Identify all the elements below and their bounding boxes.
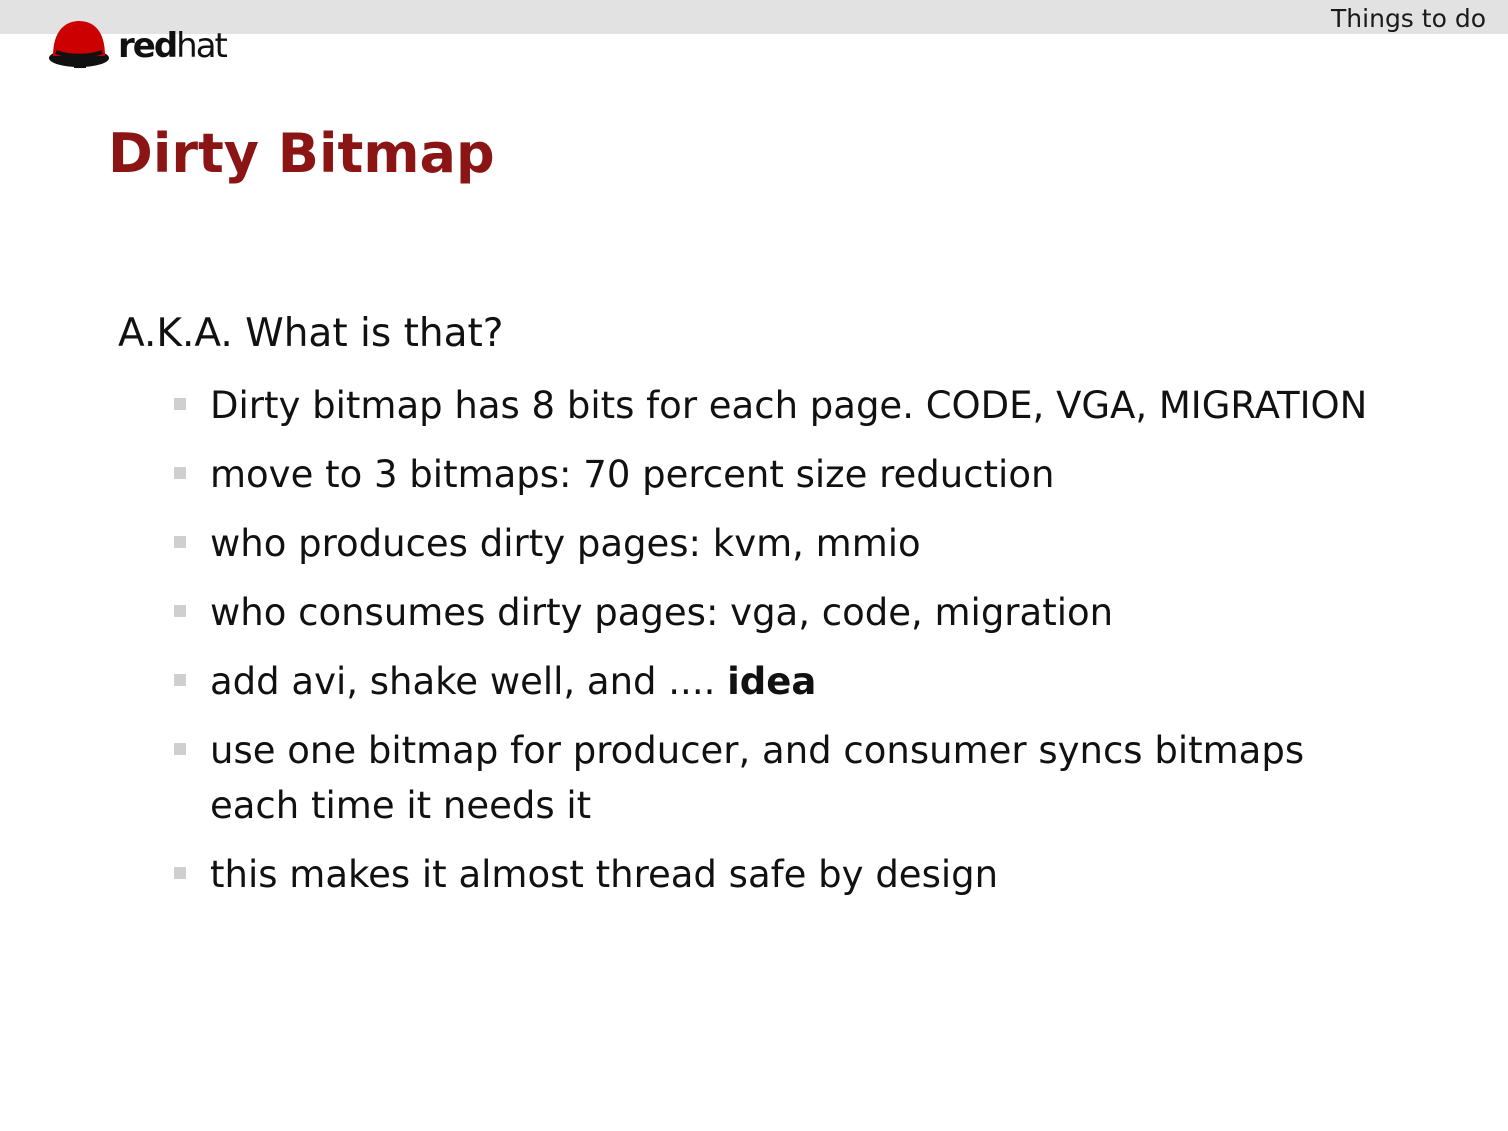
redhat-logo (48, 16, 226, 72)
bullet-list (210, 378, 1370, 916)
lead-text: A.K.A. What is that? (118, 311, 504, 356)
bullet-text: add avi, shake well, and .... (210, 660, 716, 703)
bullet-item (210, 516, 1370, 571)
bullet-marker (174, 743, 186, 755)
bullet-emphasis: idea (727, 660, 817, 703)
bullet-item (210, 654, 1370, 709)
slide-title: Dirty Bitmap (108, 122, 495, 185)
bullet-item (210, 585, 1370, 640)
top-bar (0, 0, 1508, 34)
bullet-marker (174, 674, 186, 686)
section-title: Things to do (1331, 4, 1486, 33)
bullet-marker (174, 398, 186, 410)
bullet-item (210, 447, 1370, 502)
shadowman-hat-icon (48, 18, 110, 70)
bullet-marker (174, 536, 186, 548)
bullet-marker (174, 605, 186, 617)
logo-wordmark (118, 26, 226, 66)
bullet-text: use one bitmap for producer, and consumer syncs bitmaps each time it needs it (210, 729, 1305, 827)
logo-text-hat: hat (176, 26, 226, 66)
bullet-text: who produces dirty pages: kvm, mmio (210, 522, 921, 565)
bullet-item (210, 847, 1370, 902)
bullet-marker (174, 467, 186, 479)
bullet-text: who consumes dirty pages: vga, code, migration (210, 591, 1114, 634)
logo-text-red: red (118, 26, 177, 66)
bullet-item (210, 723, 1370, 833)
bullet-text: Dirty bitmap has 8 bits for each page. CODE, VGA, MIGRATION (210, 384, 1368, 427)
bullet-marker (174, 867, 186, 879)
bullet-text: move to 3 bitmaps: 70 percent size reduction (210, 453, 1055, 496)
bullet-item (210, 378, 1370, 433)
bullet-text: this makes it almost thread safe by design (210, 853, 999, 896)
